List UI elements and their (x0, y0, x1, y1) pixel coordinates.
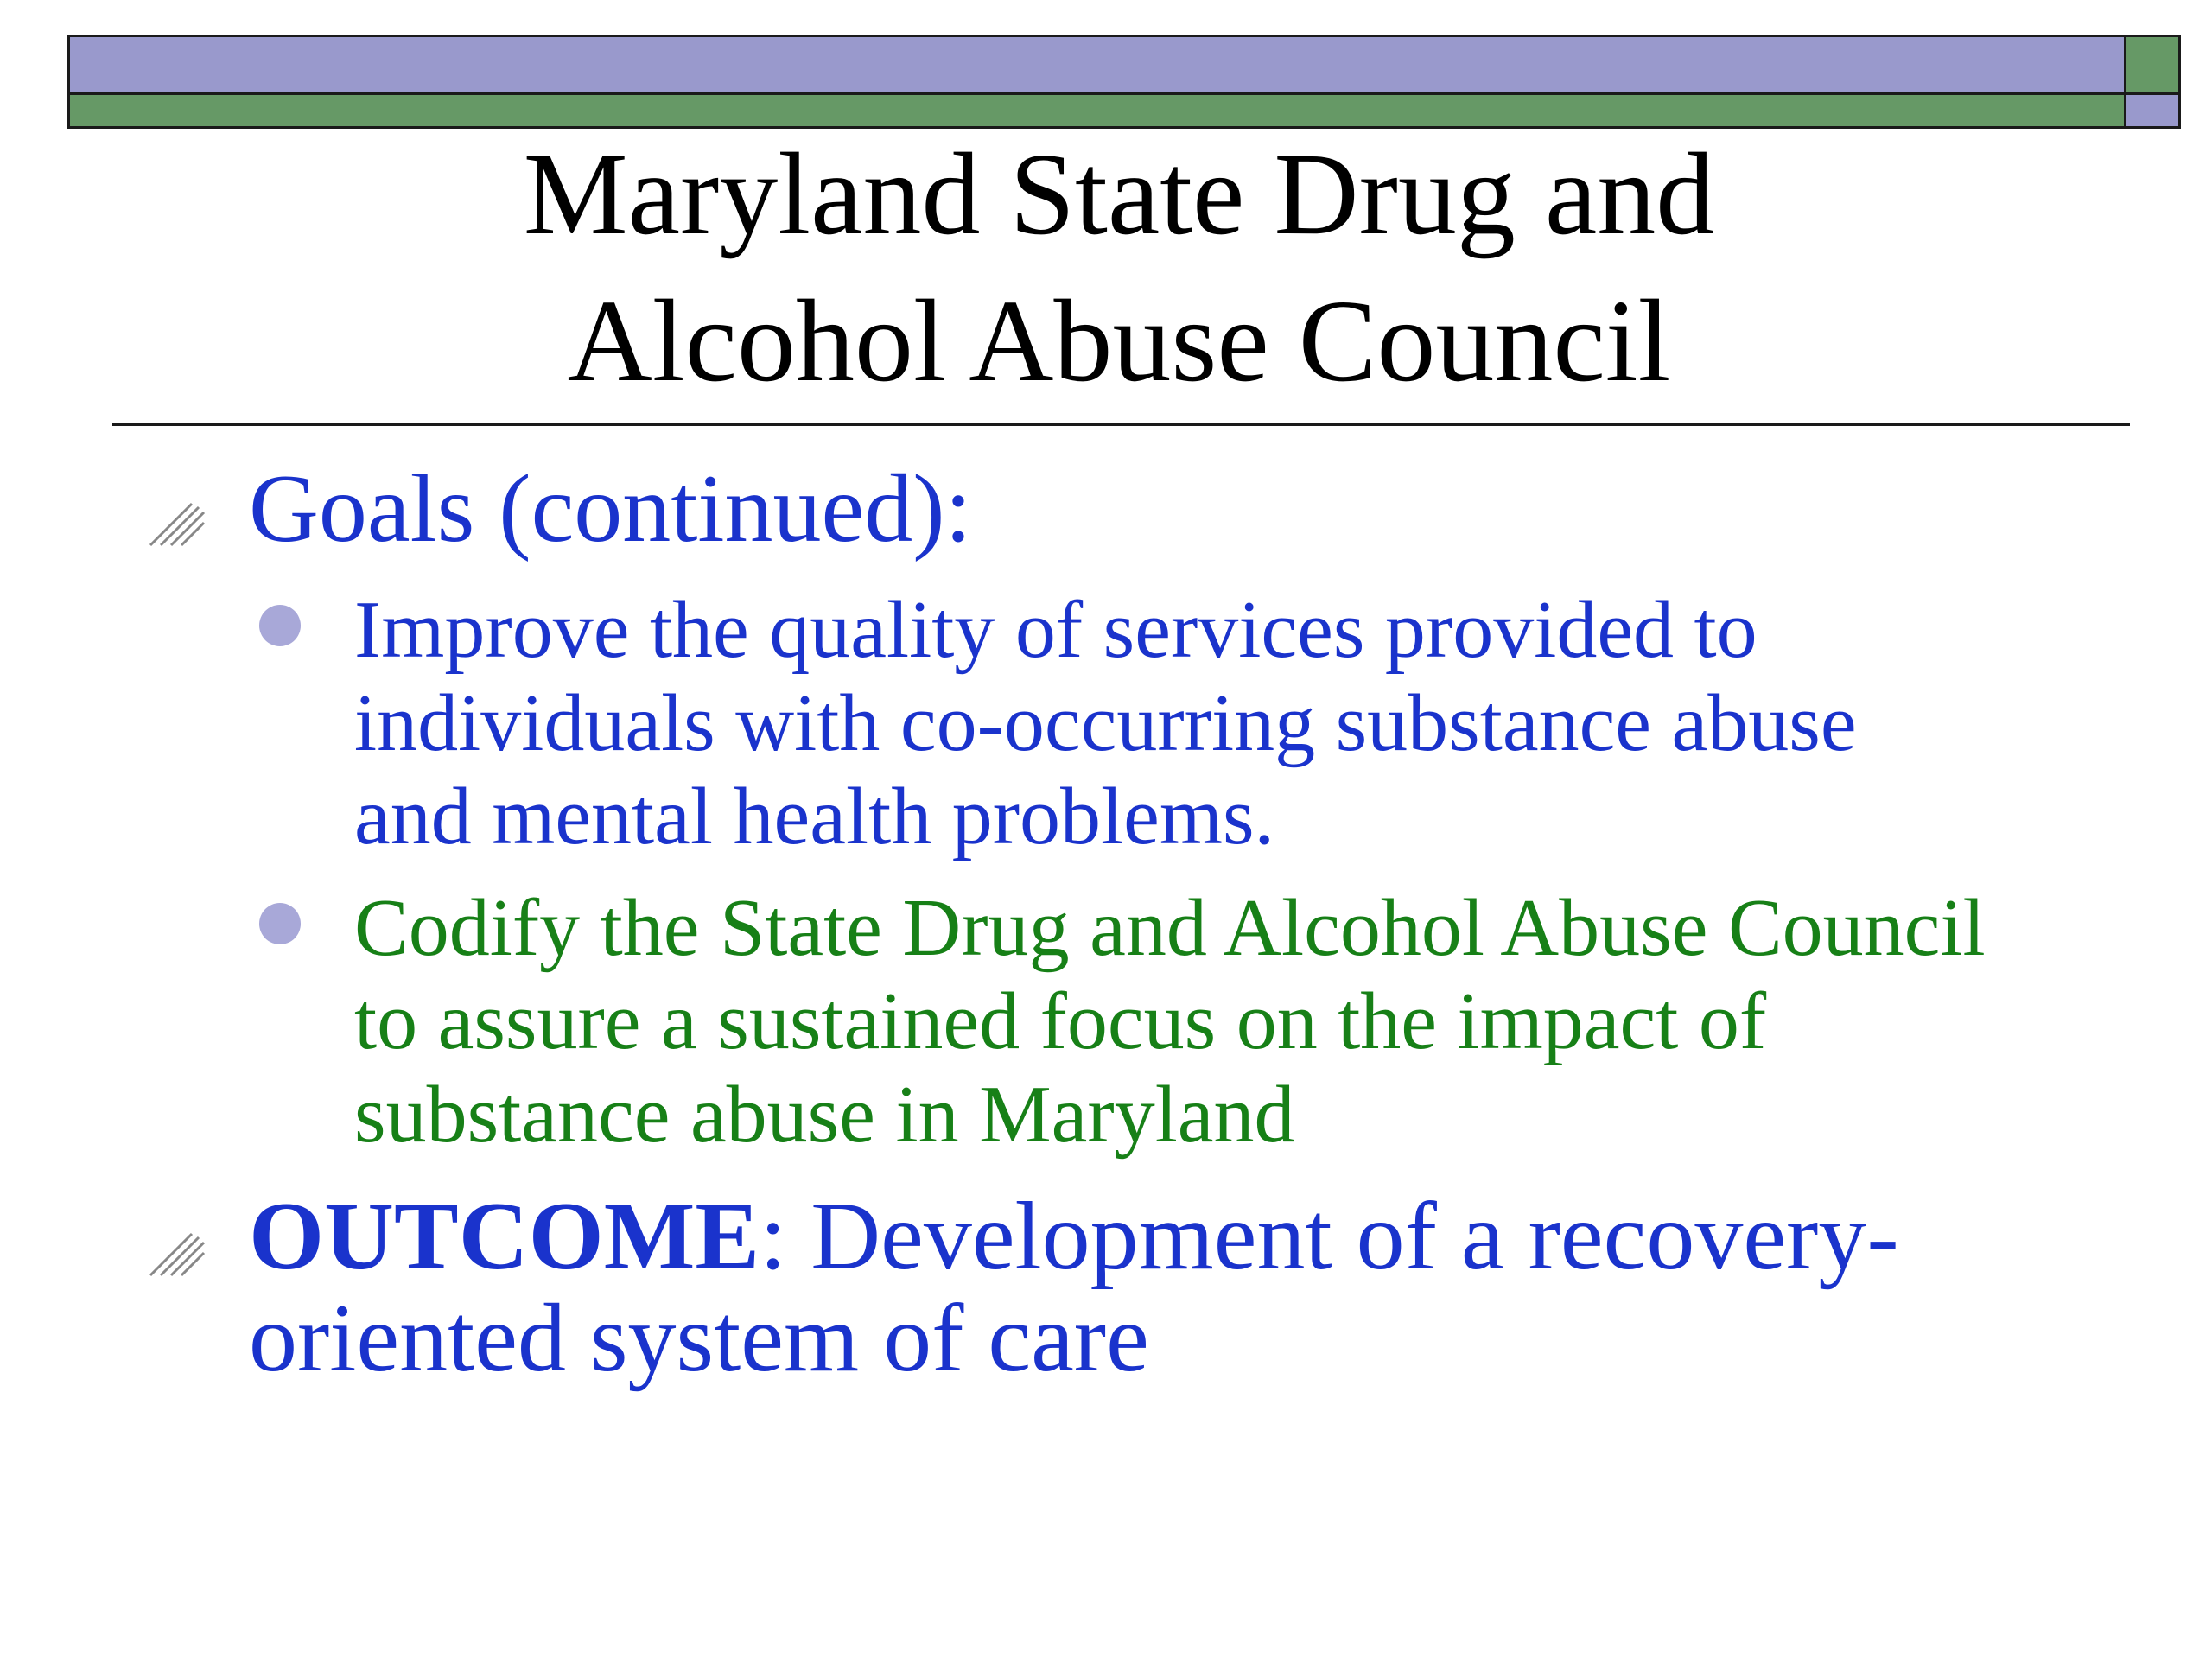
sub-bullet-line: substance abuse in Maryland (354, 1070, 1295, 1160)
sub-bullet-line: individuals with co-occurring substance abuse (354, 678, 1857, 768)
bullet-outcome (249, 1183, 2107, 1392)
sub-bullet-line: Codify the State Drug and Alcohol Abuse Council (354, 883, 1986, 973)
bullet-outcome-line-1 (249, 1183, 2107, 1290)
slide-title (112, 121, 2126, 415)
bullet-goals-text: Goals (continued): (249, 455, 972, 563)
dot-bullet-icon (259, 605, 301, 646)
slide-title-line-2: Alcohol Abuse Council (567, 276, 1671, 406)
header-bar-top-end (2124, 35, 2181, 95)
sub-bullet-line: to assure a sustained focus on the impact of (354, 976, 1767, 1066)
header-bar-bottom-end (2124, 92, 2181, 129)
hatched-slash-icon (147, 1218, 207, 1279)
sub-bullet-line: Improve the quality of services provided to (354, 585, 1758, 675)
dot-bullet-icon (259, 903, 301, 944)
header-bar-top (67, 35, 2126, 95)
sub-bullet-improve (354, 583, 2152, 863)
hatched-slash-icon (147, 488, 207, 549)
outcome-text: : Development of a recovery- (760, 1183, 1899, 1290)
bullet-outcome-line-2: oriented system of care (249, 1285, 1149, 1392)
outcome-label: OUTCOME (249, 1183, 760, 1290)
sub-bullet-line: and mental health problems. (354, 772, 1275, 861)
bullet-goals (249, 455, 972, 563)
title-divider (112, 423, 2130, 426)
sub-bullet-codify (354, 881, 2152, 1161)
slide-title-line-1: Maryland State Drug and (523, 130, 1715, 259)
